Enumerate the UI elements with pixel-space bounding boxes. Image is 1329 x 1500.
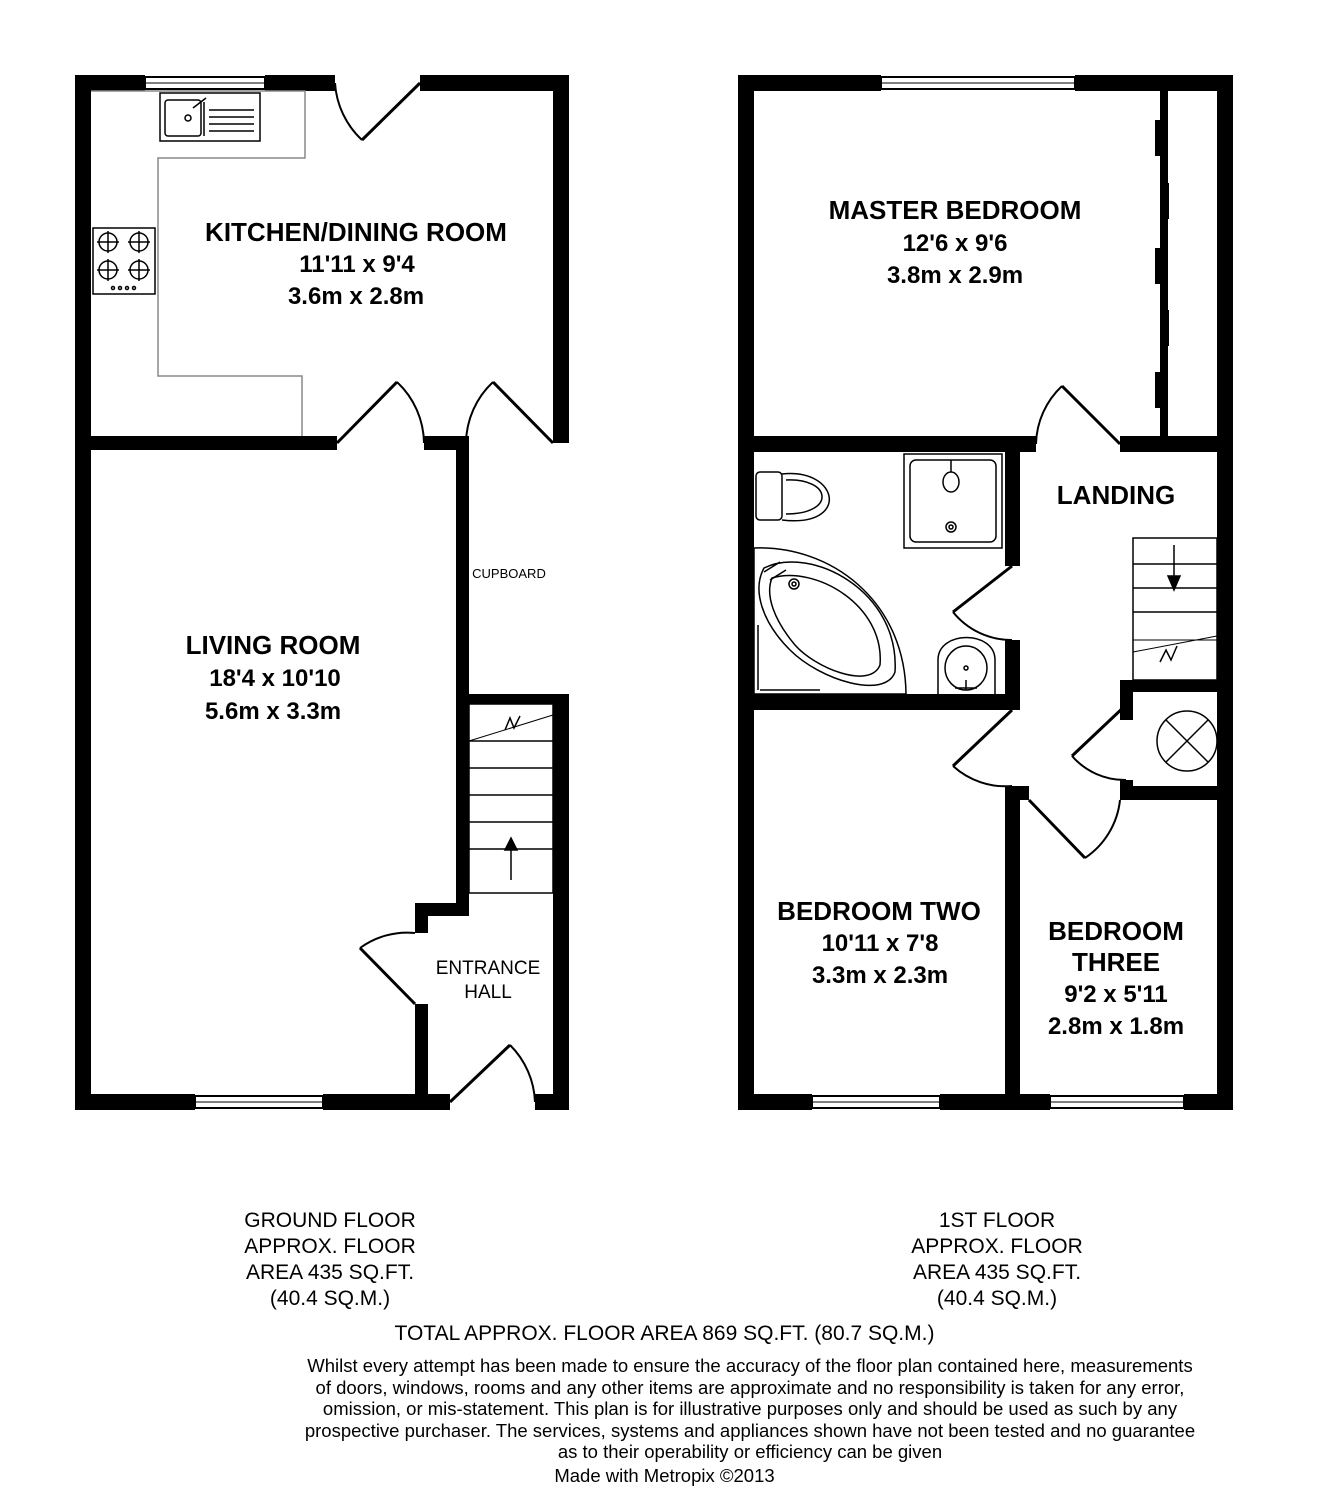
corner-bath-icon xyxy=(754,548,906,694)
master-bedroom-name: MASTER BEDROOM xyxy=(828,195,1082,225)
first-floor-caption xyxy=(872,1208,1122,1312)
ground-floor-caption-line: APPROX. FLOOR xyxy=(244,1235,416,1258)
disclaimer-line: of doors, windows, rooms and any other items are approximate and no responsibility is taken for any error, xyxy=(315,1376,1185,1398)
hot-water-cylinder-icon xyxy=(1157,711,1217,771)
master-bedroom-imperial-dimensions: 12'6 x 9'6 xyxy=(902,230,1008,257)
ground-floor-stairs xyxy=(469,704,553,893)
bedroom-three-name-line1: BEDROOM xyxy=(1048,916,1184,946)
first-floor-caption-line: AREA 435 SQ.FT. xyxy=(912,1261,1082,1284)
ground-floor-plan xyxy=(75,75,569,1110)
kitchen-room-name: KITCHEN/DINING ROOM xyxy=(205,217,507,247)
first-floor-caption-line: APPROX. FLOOR xyxy=(911,1235,1083,1258)
master-bedroom-metric-dimensions: 3.8m x 2.9m xyxy=(886,262,1024,289)
cupboard-label: CUPBOARD xyxy=(472,566,546,581)
total-floor-area: TOTAL APPROX. FLOOR AREA 869 SQ.FT. (80.7 SQ.M.) xyxy=(394,1322,935,1345)
living-room-name: LIVING ROOM xyxy=(185,630,361,660)
disclaimer-line: prospective purchaser. The services, systems and appliances shown have not been tested and no guarantee xyxy=(304,1419,1196,1441)
bedroom-two-name: BEDROOM TWO xyxy=(777,896,981,926)
disclaimer-line: Whilst every attempt has been made to ensure the accuracy of the floor plan contained here, measurements xyxy=(307,1355,1193,1376)
first-floor-plan xyxy=(738,75,1233,1110)
entrance-hall-label-line1: ENTRANCE xyxy=(435,958,541,979)
first-floor-caption-line: 1ST FLOOR xyxy=(938,1209,1056,1232)
ground-floor-caption-line: GROUND FLOOR xyxy=(244,1209,416,1232)
disclaimer-line: as to their operability or efficiency can be given xyxy=(557,1441,943,1462)
bedroom-three-metric-dimensions: 2.8m x 1.8m xyxy=(1047,1013,1185,1040)
disclaimer xyxy=(245,1355,1255,1463)
kitchen-metric-dimensions: 3.6m x 2.8m xyxy=(287,283,425,310)
wash-basin-icon xyxy=(938,638,995,695)
bedroom-three-imperial-dimensions: 9'2 x 5'11 xyxy=(1064,981,1168,1008)
toilet-icon xyxy=(756,472,829,521)
bedroom-two-imperial-dimensions: 10'11 x 7'8 xyxy=(821,930,939,957)
disclaimer-line: omission, or mis-statement. This plan is for illustrative purposes only and should be used as such by any xyxy=(322,1398,1178,1419)
entrance-hall-label-line2: HALL xyxy=(464,982,512,1003)
ground-floor-caption-line: (40.4 SQ.M.) xyxy=(269,1287,391,1310)
living-metric-dimensions: 5.6m x 3.3m xyxy=(204,698,342,725)
living-imperial-dimensions: 18'4 x 10'10 xyxy=(209,665,341,692)
kitchen-imperial-dimensions: 11'11 x 9'4 xyxy=(299,251,415,278)
ground-floor-caption xyxy=(205,1208,455,1312)
metropix-credit: Made with Metropix ©2013 xyxy=(554,1465,775,1486)
first-floor-caption-line: (40.4 SQ.M.) xyxy=(936,1287,1058,1310)
ground-floor-caption-line: AREA 435 SQ.FT. xyxy=(245,1261,415,1284)
bedroom-two-metric-dimensions: 3.3m x 2.3m xyxy=(811,962,949,989)
bedroom-three-name-line2: THREE xyxy=(1071,947,1161,977)
kitchen-worktop xyxy=(91,91,305,436)
hob-icon xyxy=(93,228,155,294)
kitchen-sink-icon xyxy=(160,93,260,141)
landing-name: LANDING xyxy=(1056,480,1176,510)
shower-tray-icon xyxy=(904,454,1002,548)
first-floor-doors xyxy=(953,386,1126,858)
first-floor-stairs xyxy=(1133,538,1217,680)
